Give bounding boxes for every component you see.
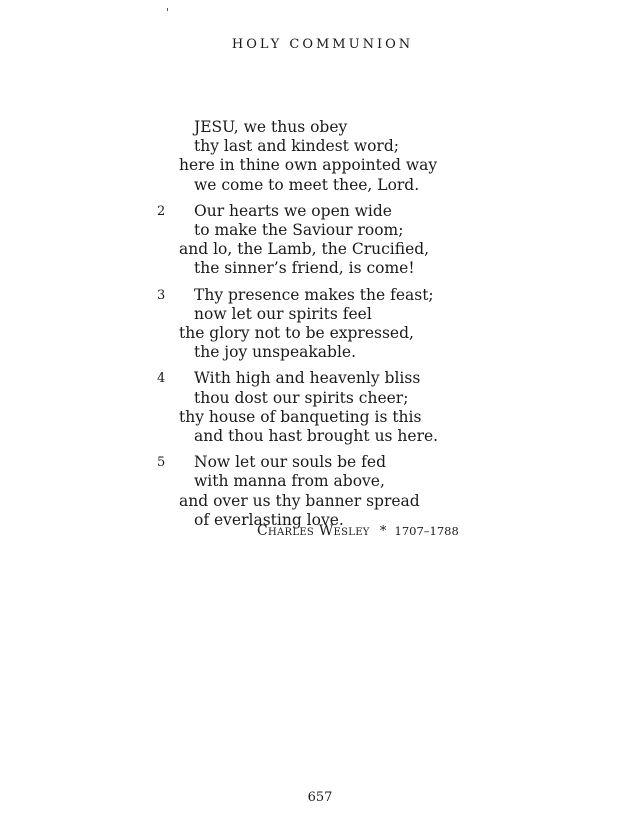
verse-line: and lo, the Lamb, the Crucified, [179, 240, 430, 259]
verse-line: we come to meet thee, Lord. [194, 175, 420, 194]
author-name: Charles Wesley [257, 523, 370, 539]
verse-number: 5 [157, 455, 166, 471]
hymn-text [0, 118, 640, 537]
running-title-text: HOLY COMMUNION [231, 37, 414, 52]
verse-line: thy last and kindest word; [194, 137, 399, 156]
verse-line: thy house of banqueting is this [179, 407, 422, 426]
verse-line: Now let our souls be fed [194, 453, 386, 472]
verse-line: here in thine own appointed way [179, 156, 438, 175]
verse-line: now let our spirits feel [194, 304, 372, 323]
star-separator: * [379, 524, 387, 539]
verse-line: JESU, we thus obey [194, 118, 348, 136]
verse-line: thou dost our spirits cheer; [194, 388, 409, 407]
verse-number: 4 [157, 371, 166, 387]
verse-line: to make the Saviour room; [194, 221, 404, 240]
verse-line: with manna from above, [194, 472, 385, 491]
verse-5 [0, 453, 640, 530]
crop-mark [167, 8, 168, 11]
verse-line: and over us thy banner spread [179, 491, 420, 510]
verse-number: 3 [157, 287, 166, 303]
verse-1 [0, 118, 640, 195]
verse-line: the sinner’s friend, is come! [194, 259, 415, 278]
verse-line: the glory not to be expressed, [179, 324, 414, 343]
verse-4 [0, 369, 640, 446]
author-dates: 1707–1788 [394, 524, 459, 538]
verse-number: 2 [157, 203, 166, 219]
verse-line: and thou hast brought us here. [194, 427, 439, 446]
verse-3 [0, 286, 640, 363]
verse-line: Our hearts we open wide [194, 201, 392, 220]
verse-line: Thy presence makes the feast; [194, 285, 434, 304]
author-attribution [257, 523, 459, 539]
running-title [0, 37, 640, 52]
verse-2 [0, 202, 640, 279]
verse-line: the joy unspeakable. [194, 343, 357, 362]
verse-line: With high and heavenly bliss [194, 369, 421, 388]
verse-line: of everlasting love. [194, 510, 344, 529]
page-number: 657 [307, 790, 333, 805]
